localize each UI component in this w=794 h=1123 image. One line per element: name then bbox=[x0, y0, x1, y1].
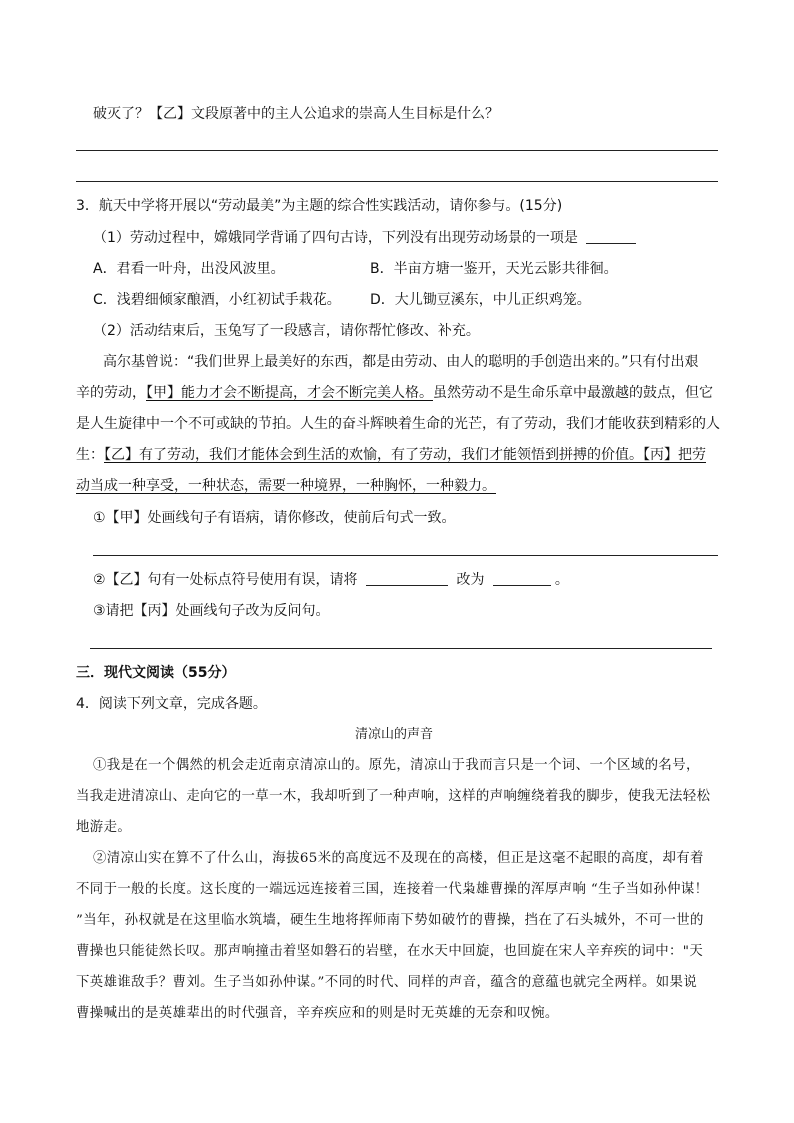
q3-stem: 3．航天中学将开展以“劳动最美”为主题的综合性实践活动，请你参与。(15分) bbox=[76, 198, 563, 214]
q3-sub1: ①【甲】处画线句子有语病，请你修改，使前后句式一致。 bbox=[93, 510, 456, 526]
p1-line-1: ①我是在一个偶然的机会走近南京清凉山的。原先，清凉山于我而言只是一个词、一个区域的名号， bbox=[93, 758, 700, 773]
p2-line-2: 不同于一般的长度。这长度的一端远远连接着三国，连接着一代枭雄曹操的浑厚声响 “生子当如孙仲谋！ bbox=[76, 882, 709, 897]
underlined-jia: 【甲】能力才会不断提高，才会不断完美人格。 bbox=[146, 385, 433, 401]
q3-sub2-end: 。 bbox=[554, 572, 569, 588]
answer-line-2[interactable] bbox=[76, 181, 718, 182]
q3-part1-blank[interactable] bbox=[586, 229, 636, 244]
q3-sub2-pre: ②【乙】句有一处标点符号使用有误，请将 bbox=[93, 572, 358, 588]
answer-line-1[interactable] bbox=[76, 150, 718, 151]
option-d: D．大儿锄豆溪东，中儿正织鸡笼。 bbox=[370, 292, 591, 308]
q3-sub2-mid: 改为 bbox=[456, 572, 485, 588]
blank-to[interactable] bbox=[493, 571, 551, 586]
passage-line-3: 是人生旋律中一个不可或缺的节拍。人生的奋斗辉映着生命的光芒，有了劳动，我们才能收获到精彩的人 bbox=[76, 416, 720, 432]
p2-line-6: 曹操喊出的是英雄辈出的时代强音，辛弃疾应和的则是时无英雄的无奈和叹惋。 bbox=[76, 1006, 559, 1021]
q4-stem: 4．阅读下列文章，完成各题。 bbox=[76, 696, 267, 712]
underlined-bing: 动当成一种享受，一种状态，需要一种境界，一种胸怀，一种毅力。 bbox=[76, 478, 496, 494]
q3-part1-text: （1）劳动过程中，嫦娥同学背诵了四句古诗，下列没有出现劳动场景的一项是 bbox=[93, 230, 578, 246]
passage-line-2 bbox=[76, 383, 713, 403]
passage-line-2-post: 虽然劳动不是生命乐章中最激越的鼓点，但它 bbox=[433, 385, 713, 401]
q3-part2: （2）活动结束后，玉兔写了一段感言，请你帮忙修改、补充。 bbox=[93, 323, 480, 339]
carry-over-question: 破灭了？【乙】文段原著中的主人公追求的崇高人生目标是什么？ bbox=[93, 106, 499, 122]
option-b: B．半亩方塘一鉴开，天光云影共徘徊。 bbox=[370, 261, 618, 277]
q3-sub3: ③请把【丙】处画线句子改为反问句。 bbox=[93, 603, 330, 619]
passage-line-4 bbox=[76, 445, 706, 465]
answer-line-sub1[interactable] bbox=[93, 555, 718, 556]
passage-line-4-pre: 生： bbox=[76, 447, 104, 463]
answer-line-sub3[interactable] bbox=[90, 648, 712, 649]
option-a: A．君看一叶舟，出没风波里。 bbox=[93, 261, 285, 277]
p2-line-5: 下英雄谁敌手？曹刘。生子当如孙仲谋。”不同的时代、同样的声音，蕴含的意蕴也就完全两样。如果说 bbox=[76, 975, 698, 990]
p1-line-2: 当我走进清凉山、走向它的一草一木，我却听到了一种声响，这样的声响缠绕着我的脚步，使我无法轻松 bbox=[76, 789, 711, 804]
passage-line-5 bbox=[76, 476, 496, 496]
underlined-bing-start: 【丙】把劳 bbox=[643, 447, 706, 463]
p1-line-3: 地游走。 bbox=[76, 820, 132, 835]
p2-line-4: 曹操也只能徒然长叹。那声响撞击着坚如磐石的岩壁，在水天中回旋，也回旋在宋人辛弃疾的词中："天 bbox=[76, 944, 704, 959]
underlined-yi: 【乙】有了劳动，我们才能体会到生活的欢愉，有了劳动，我们才能领悟到拼搏的价值。 bbox=[104, 447, 643, 463]
passage-line-1: 高尔基曾说：“我们世界上最美好的东西，都是由劳动、由人的聪明的手创造出来的。”只有付出艰 bbox=[103, 354, 699, 370]
p2-line-1: ②清凉山实在算不了什么山，海拔65米的高度远不及现在的高楼，但正是这毫不起眼的高度，却有着 bbox=[93, 851, 704, 866]
blank-from[interactable] bbox=[366, 571, 448, 586]
q3-sub2 bbox=[93, 570, 569, 590]
p2-line-3: ”当年，孙权就是在这里临水筑墙，硬生生地将挥师南下势如破竹的曹操，挡在了石头城外，不可一世的 bbox=[76, 913, 704, 928]
section-heading: 三．现代文阅读（55分） bbox=[76, 665, 236, 681]
option-c: C．浅碧细倾家酿酒，小红初试手栽花。 bbox=[93, 292, 341, 308]
article-title: 清凉山的声音 bbox=[355, 727, 434, 742]
passage-line-2-pre: 辛的劳动， bbox=[76, 385, 146, 401]
q3-part1 bbox=[93, 228, 636, 248]
